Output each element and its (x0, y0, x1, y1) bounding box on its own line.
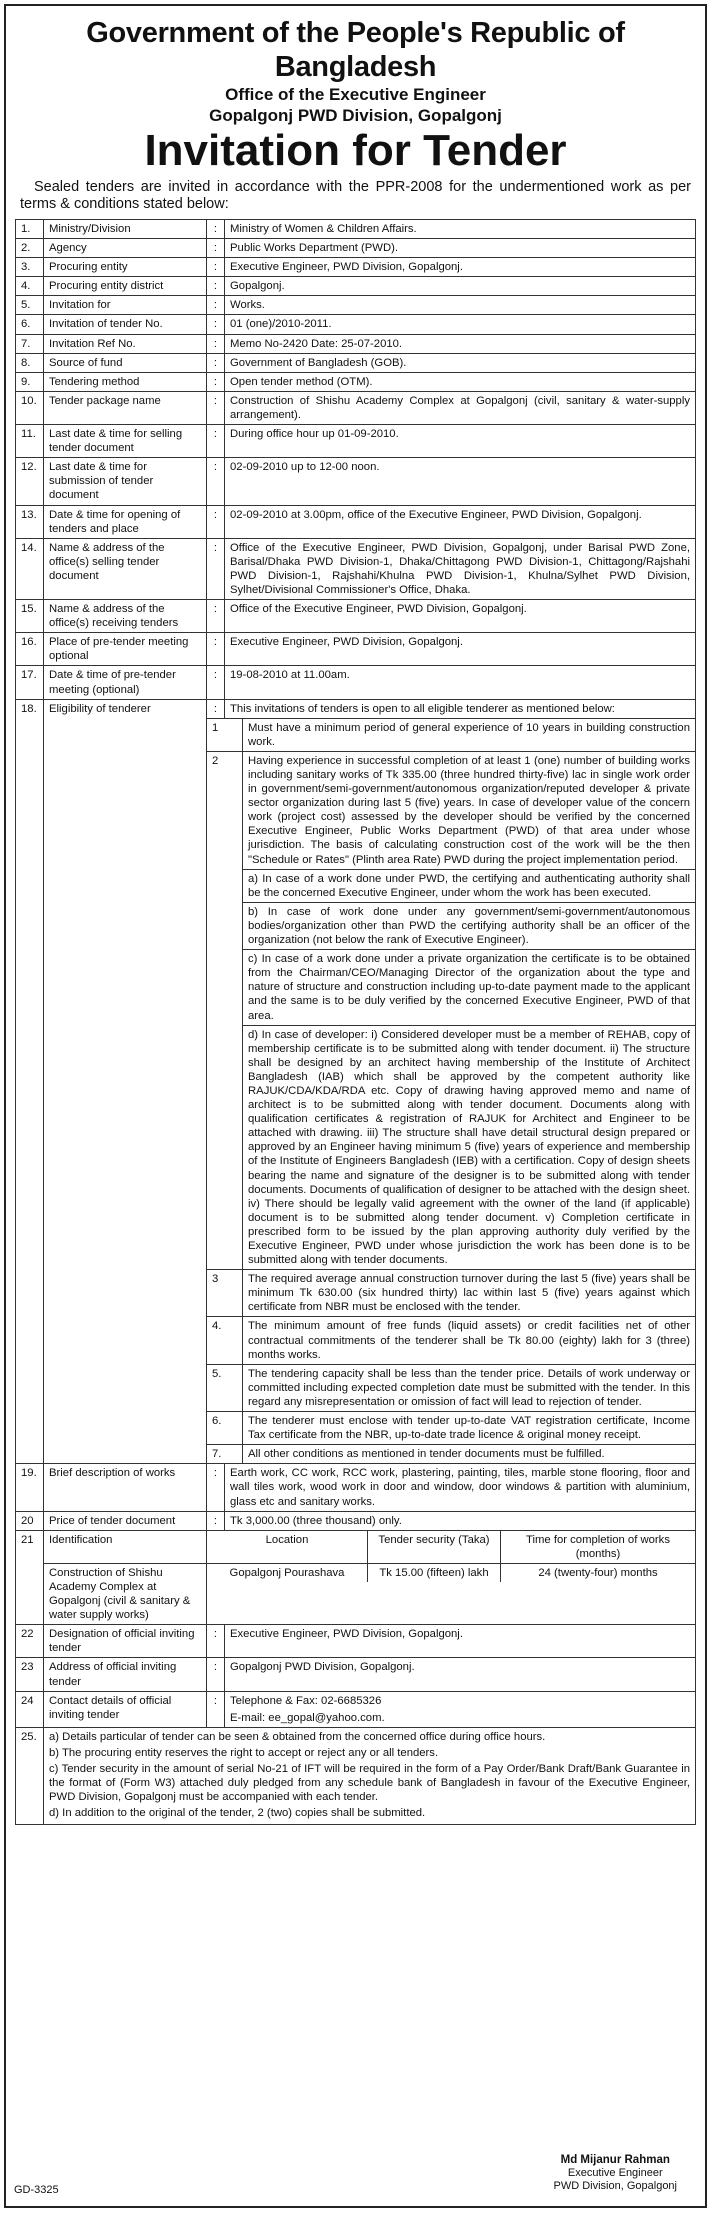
government-title: Government of the People's Republic of Bangladesh (86, 17, 625, 83)
row-number: 18. (16, 699, 44, 718)
spacer-cell (44, 1364, 207, 1411)
row-colon: : (207, 1625, 225, 1658)
row-value: Public Works Department (PWD). (225, 239, 696, 258)
eligibility-item (16, 1317, 696, 1364)
row-colon: : (207, 633, 225, 666)
spacer-cell (44, 1445, 207, 1464)
spacer-cell (44, 902, 207, 949)
row-colon: : (207, 258, 225, 277)
row-value: Memo No-2420 Date: 25-07-2010. (225, 334, 696, 353)
row-colon: : (207, 505, 225, 538)
table-row (16, 315, 696, 334)
row-label: Last date & time for submission of tender document (44, 458, 207, 505)
condition-item: d) In addition to the original of the tender, 2 (two) copies shall be submitted. (49, 1807, 426, 1820)
row-number: 25. (16, 1727, 44, 1825)
row-colon: : (207, 666, 225, 699)
spacer-cell (44, 718, 207, 751)
item-text: The minimum amount of free funds (liquid assets) or credit facilities net of other contractual commitments of the tenderer shall be Tk 80.00 (eighty) lakh for 3 (three) months works. (243, 1317, 696, 1364)
row-value: Works. (225, 296, 696, 315)
row-value: 02-09-2010 up to 12-00 noon. (225, 458, 696, 505)
signatory-office: PWD Division, Gopalgonj (553, 2180, 677, 2192)
eligibility-item (16, 869, 696, 902)
table-row (16, 372, 696, 391)
row-value: 01 (one)/2010-2011. (225, 315, 696, 334)
spacer-cell (44, 1025, 207, 1270)
time-header: Time for completion of works (months) (526, 1533, 670, 1560)
table-row (16, 600, 696, 633)
row-number: 1. (16, 220, 44, 239)
notice-code: GD-3325 (14, 2184, 59, 2196)
row-value: 19-08-2010 at 11.00am. (225, 666, 696, 699)
eligibility-item (16, 1025, 696, 1270)
row-colon: : (207, 1658, 225, 1691)
row-colon: : (207, 220, 225, 239)
table-row (16, 1727, 696, 1825)
row-number: 16. (16, 633, 44, 666)
spacer-cell (44, 1317, 207, 1364)
table-row (16, 391, 696, 424)
row-value: Construction of Shishu Academy Complex at Gopalgonj (civil, sanitary & water-supply arrangement). (225, 391, 696, 424)
spacer-cell (16, 1412, 44, 1445)
table-row (16, 239, 696, 258)
contact-phone: Telephone & Fax: 02-6685326 (230, 1694, 382, 1707)
eligibility-item (16, 751, 696, 869)
eligibility-item (16, 1270, 696, 1317)
spacer-cell (16, 751, 44, 869)
row-value: Executive Engineer, PWD Division, Gopalgonj. (225, 1625, 696, 1658)
signatory-title: Executive Engineer (567, 2167, 663, 2179)
spacer-cell (44, 1412, 207, 1445)
table-row (16, 1530, 696, 1563)
table-row (16, 633, 696, 666)
item-number (207, 950, 243, 1025)
row-number: 21 (16, 1530, 44, 1563)
row-number: 8. (16, 353, 44, 372)
row-value: Gopalgonj. (225, 277, 696, 296)
row-value: Open tender method (OTM). (225, 372, 696, 391)
condition-item: c) Tender security in the amount of serial No-21 of IFT will be required in the form of a Pay Order/Bank Draft/Bank Guarantee in the format of (Form W3) attached duly pledged from any schedule bank of Bangladesh in favour of the Executive Engineer, PWD Division, Gopalgonj must be accompanied with each tender. (49, 1763, 690, 1804)
row-colon: : (207, 1511, 225, 1530)
condition-item: b) The procuring entity reserves the right to accept or reject any or all tenders. (49, 1746, 439, 1759)
item-text: b) In case of work done under any government/semi-government/autonomous bodies/organization other than PWD the certifying authority shall be an officer of the organization (not below the rank of Executive Engineer). (243, 902, 696, 949)
identification-grid (207, 1530, 696, 1563)
item-number: 6. (207, 1412, 243, 1445)
spacer-cell (16, 902, 44, 949)
eligibility-item (16, 718, 696, 751)
row-colon: : (207, 699, 225, 718)
item-text: Having experience in successful completion of at least 1 (one) number of building works including sanitary works of Tk 335.00 (three hundred thirty-five) lac in single work order in government/semi-government/autonomous organization/reputed developer & private sector organization during last 5 (five) years. In case of developer value of the concern work (project cost) assessed by the developer should be verified by the concerned Executive Engineer, Public Works Department (PWD) of that area under whose jurisdiction. The basis of calculating construction cost of the work will be the then "Schedule or Rates" (Plinth area Rate) PWD during the project implementation period. (243, 751, 696, 869)
row-label: Agency (44, 239, 207, 258)
table-row (16, 1625, 696, 1658)
row-number: 5. (16, 296, 44, 315)
row-label: Source of fund (44, 353, 207, 372)
row-label: Tendering method (44, 372, 207, 391)
row-colon: : (207, 296, 225, 315)
row-number: 19. (16, 1464, 44, 1511)
table-row (16, 666, 696, 699)
item-text: Must have a minimum period of general experience of 10 years in building construction work. (243, 718, 696, 751)
spacer-cell (16, 1317, 44, 1364)
row-colon: : (207, 334, 225, 353)
row-number: 15. (16, 600, 44, 633)
row-number: 17. (16, 666, 44, 699)
row-label: Invitation for (44, 296, 207, 315)
row-label: Invitation Ref No. (44, 334, 207, 353)
item-text: The tendering capacity shall be less than the tender price. Details of work underway or committed including expected completion date must be submitted with the tender. In this regard any misrepresentation or omission of fact will lead to rejection of tender. (243, 1364, 696, 1411)
eligibility-intro: This invitations of tenders is open to all eligible tenderer as mentioned below: (225, 699, 696, 718)
row-colon: : (207, 239, 225, 258)
item-text: c) In case of a work done under a private organization the certificate is to be obtained from the Chairman/CEO/Managing Director of the organization about the type and nature of structure and construction including up-to-date payment made to the applicant and the same is to be duly verified by the concerned Executive Engineer, PWD of that area. (243, 950, 696, 1025)
spacer-cell (16, 1445, 44, 1464)
division-title: Gopalgonj PWD Division, Gopalgonj (209, 106, 502, 125)
item-number (207, 869, 243, 902)
spacer-cell (44, 1270, 207, 1317)
table-row (16, 505, 696, 538)
spacer-cell (44, 869, 207, 902)
item-number (207, 902, 243, 949)
contact-email: E-mail: ee_gopal@yahoo.com. (230, 1711, 385, 1724)
row-colon: : (207, 1464, 225, 1511)
table-row (16, 258, 696, 277)
table-row (16, 1563, 696, 1624)
item-number: 4. (207, 1317, 243, 1364)
general-conditions (44, 1727, 696, 1825)
row-number: 4. (16, 277, 44, 296)
signature-block (554, 2154, 678, 2193)
row-number: 6. (16, 315, 44, 334)
row-label: Name & address of the office(s) selling tender document (44, 538, 207, 599)
row-value: Gopalgonj PWD Division, Gopalgonj. (225, 1658, 696, 1691)
signatory-name: Md Mijanur Rahman (560, 2154, 670, 2166)
table-row (16, 1658, 696, 1691)
row-value: During office hour up 01-09-2010. (225, 425, 696, 458)
table-row (16, 425, 696, 458)
row-colon: : (207, 391, 225, 424)
row-value: Office of the Executive Engineer, PWD Division, Gopalgonj, under Barisal PWD Zone, Barisal/Dhaka PWD Division-1, Dhaka/Chittagong PWD Division-1, Chittagong/Rajshahi PWD Division-1, Rajshahi/Khulna PWD Division-1, Khulna/Sylhet PWD Division, Sylhet/Divisional Commissioner's Office, Dhaka. (225, 538, 696, 599)
security-value: Tk 15.00 (fifteen) lakh (368, 1564, 501, 1582)
contact-details (225, 1691, 696, 1727)
item-text: d) In case of developer: i) Considered developer must be a member of REHAB, copy of membership certificate is to be submitted along with tender document. ii) The structure shall be designed by an architect having membership of the Institute of Architect Bangladesh (IAB) which shall be approved by the competent authority like RAJUK/CDA/KDA/RDA etc. Copy of drawing having approved memo and name of architect is to be submitted along with tender document. Documents along with qualification certificates & registration of RAJUK for Architect and Engineer to be attached with drawing. iii) The structure shall have detail structural design prepared or approved by an Engineer having minimum 5 (five) years of experience and membership of the Institute of Engineers Bangladesh (IEB) with a certification. Copy of design sheets bearing the name and signature of the designer is to be submitted along with tender documents. Documents of qualification of designer to be attached with the design sheet. iv) There should be legally valid agreement with the owner of the land (if applicable) document is to be submitted along tender document. v) Completion certificate in prescribed form to be issued by the plan approving authority duly verified by the Executive Engineer, PWD under whose jurisdiction the work has been done is to be submitted along with tender documents. (243, 1025, 696, 1270)
row-colon: : (207, 315, 225, 334)
row-label: Place of pre-tender meeting optional (44, 633, 207, 666)
security-header: Tender security (Taka) (368, 1531, 501, 1563)
row-value: 02-09-2010 at 3.00pm, office of the Executive Engineer, PWD Division, Gopalgonj. (225, 505, 696, 538)
row-number: 13. (16, 505, 44, 538)
row-colon: : (207, 538, 225, 599)
spacer-cell (16, 1563, 44, 1624)
row-value: Tk 3,000.00 (three thousand) only. (225, 1511, 696, 1530)
spacer-cell (16, 1025, 44, 1270)
item-number: 5. (207, 1364, 243, 1411)
item-text: The required average annual construction turnover during the last 5 (five) years shall be minimum Tk 630.00 (six hundred thirty) lac within last 5 (five) years against which certificate from NBR must be enclosed with the tender. (243, 1270, 696, 1317)
spacer-cell (44, 950, 207, 1025)
table-row (16, 277, 696, 296)
row-label: Contact details of official inviting tender (44, 1691, 207, 1727)
row-number: 11. (16, 425, 44, 458)
table-row (16, 353, 696, 372)
item-number: 3 (207, 1270, 243, 1317)
item-number (207, 1025, 243, 1270)
office-title: Office of the Executive Engineer (225, 85, 486, 104)
row-label: Identification (44, 1530, 207, 1563)
row-label: Last date & time for selling tender document (44, 425, 207, 458)
row-label: Procuring entity district (44, 277, 207, 296)
table-row (16, 1464, 696, 1511)
row-value: Office of the Executive Engineer, PWD Division, Gopalgonj. (225, 600, 696, 633)
eligibility-item (16, 1445, 696, 1464)
table-row (16, 458, 696, 505)
row-number: 10. (16, 391, 44, 424)
row-label: Designation of official inviting tender (44, 1625, 207, 1658)
condition-item: a) Details particular of tender can be seen & obtained from the concerned office during office hours. (49, 1730, 546, 1743)
location-header: Location (207, 1531, 368, 1563)
table-row (16, 296, 696, 315)
item-number: 1 (207, 718, 243, 751)
eligibility-item (16, 902, 696, 949)
eligibility-item (16, 950, 696, 1025)
row-colon: : (207, 600, 225, 633)
row-value: Executive Engineer, PWD Division, Gopalgonj. (225, 258, 696, 277)
row-colon: : (207, 425, 225, 458)
row-label: Ministry/Division (44, 220, 207, 239)
identification-values (207, 1563, 696, 1624)
spacer-cell (16, 869, 44, 902)
spacer-cell (44, 751, 207, 869)
intro-text: Sealed tenders are invited in accordance with the PPR-2008 for the undermentioned work as per terms & conditions stated below: (20, 179, 691, 212)
row-number: 9. (16, 372, 44, 391)
item-text: All other conditions as mentioned in tender documents must be fulfilled. (243, 1445, 696, 1464)
table-row (16, 334, 696, 353)
row-number: 22 (16, 1625, 44, 1658)
table-row (16, 220, 696, 239)
row-colon: : (207, 1691, 225, 1727)
item-number: 2 (207, 751, 243, 869)
row-label: Price of tender document (44, 1511, 207, 1530)
row-number: 3. (16, 258, 44, 277)
row-value: Earth work, CC work, RCC work, plastering, painting, tiles, marble stone flooring, floor and wall tiles work, wood work in door and window, door windows & partition with aluminium, glass etc and sanitary works. (225, 1464, 696, 1511)
table-row (16, 538, 696, 599)
row-value: Ministry of Women & Children Affairs. (225, 220, 696, 239)
row-label: Tender package name (44, 391, 207, 424)
row-label: Procuring entity (44, 258, 207, 277)
row-label: Name & address of the office(s) receiving tenders (44, 600, 207, 633)
row-colon: : (207, 353, 225, 372)
table-row (16, 699, 696, 718)
row-number: 2. (16, 239, 44, 258)
item-text: a) In case of a work done under PWD, the certifying and authenticating authority shall be the concerned Executive Engineer, under whom the work has been executed. (243, 869, 696, 902)
row-label: Invitation of tender No. (44, 315, 207, 334)
row-number: 20 (16, 1511, 44, 1530)
row-label: Date & time for opening of tenders and place (44, 505, 207, 538)
row-label: Date & time of pre-tender meeting (optional) (44, 666, 207, 699)
spacer-cell (16, 1270, 44, 1317)
row-label: Brief description of works (44, 1464, 207, 1511)
spacer-cell (16, 718, 44, 751)
row-colon: : (207, 458, 225, 505)
row-number: 7. (16, 334, 44, 353)
eligibility-item (16, 1412, 696, 1445)
table-row (16, 1511, 696, 1530)
time-value: 24 (twenty-four) months (538, 1566, 658, 1579)
row-label: Eligibility of tenderer (44, 699, 207, 718)
row-colon: : (207, 372, 225, 391)
row-number: 23 (16, 1658, 44, 1691)
item-number: 7. (207, 1445, 243, 1464)
spacer-cell (16, 1364, 44, 1411)
item-text: The tenderer must enclose with tender up-to-date VAT registration certificate, Income Tax certificate from the NBR, up-to-date trade licence & original money receipt. (243, 1412, 696, 1445)
eligibility-item (16, 1364, 696, 1411)
row-number: 12. (16, 458, 44, 505)
row-colon: : (207, 277, 225, 296)
tender-table (15, 219, 696, 1825)
page-title: Invitation for Tender (144, 126, 567, 175)
location-value: Gopalgonj Pourashava (207, 1564, 368, 1582)
tender-notice (4, 4, 707, 2208)
header (6, 16, 705, 176)
spacer-cell (16, 950, 44, 1025)
row-number: 14. (16, 538, 44, 599)
work-name: Construction of Shishu Academy Complex at Gopalgonj (civil & sanitary & water supply works) (44, 1563, 207, 1624)
row-value: Executive Engineer, PWD Division, Gopalgonj. (225, 633, 696, 666)
row-value: Government of Bangladesh (GOB). (225, 353, 696, 372)
row-number: 24 (16, 1691, 44, 1727)
row-label: Address of official inviting tender (44, 1658, 207, 1691)
table-row (16, 1691, 696, 1727)
